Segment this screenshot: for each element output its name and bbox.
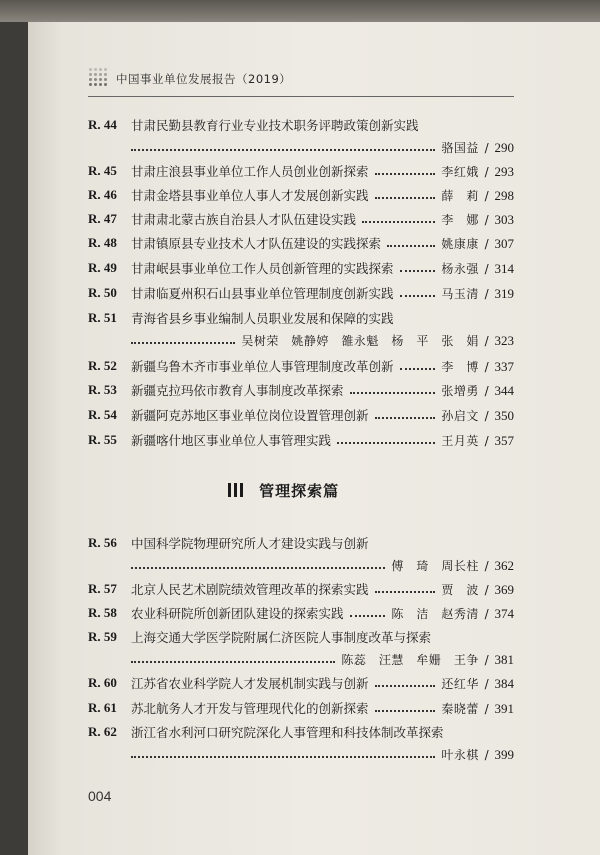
header-title: 中国事业单位发展报告（2019）: [116, 72, 292, 86]
header-rule: [88, 96, 514, 97]
entry-page: 381: [494, 652, 514, 667]
entry-title: 青海省县乡事业编制人员职业发展和保障的实践: [131, 311, 394, 326]
entry-code: R. 62: [88, 724, 117, 739]
entry-author-page: 傅 琦 周长柱 / 362: [391, 558, 514, 573]
entry-code: R. 57: [88, 581, 117, 596]
entry-title: 甘肃金塔县事业单位人事人才发展创新实践: [131, 188, 369, 203]
entry-page: 293: [494, 164, 514, 179]
entry-author: 骆国益: [441, 141, 479, 155]
entry-author: 张增勇: [441, 384, 479, 398]
entry-author-page: 李 娜 / 303: [441, 212, 514, 227]
entry-code: R. 52: [88, 358, 117, 373]
entry-page: 298: [494, 188, 514, 203]
entry-title: 苏北航务人才开发与管理现代化的创新探索: [131, 701, 369, 716]
dot-leader: [131, 143, 435, 151]
toc-entry[interactable]: [88, 723, 514, 767]
entry-code: R. 50: [88, 285, 117, 300]
entry-page: 350: [494, 408, 514, 423]
section-heading: [228, 480, 339, 501]
entry-author-page: 陈蕊 汪慧 牟姗 王争 / 381: [341, 652, 514, 667]
toc-entry[interactable]: [88, 210, 514, 232]
entry-title: 甘肃庄浪县事业单位工作人员创业创新探索: [131, 164, 369, 179]
entry-page: 314: [494, 261, 514, 276]
entry-code: R. 53: [88, 382, 117, 397]
toc-entry[interactable]: [88, 162, 514, 184]
entry-code: R. 56: [88, 535, 117, 550]
entry-code: R. 59: [88, 629, 117, 644]
toc-entry[interactable]: [88, 116, 514, 160]
header-dot-grid-icon: [88, 67, 110, 91]
entry-page: 384: [494, 676, 514, 691]
entry-author-page: 姚康康 / 307: [441, 236, 514, 251]
entry-title: 甘肃民勤县教育行业专业技术职务评聘政策创新实践: [131, 118, 419, 133]
dot-leader: [131, 561, 385, 569]
entry-title: 甘肃肃北蒙古族自治县人才队伍建设实践: [131, 212, 357, 227]
entry-code: R. 49: [88, 260, 117, 275]
toc-entry[interactable]: [88, 186, 514, 208]
entry-page: 374: [494, 606, 514, 621]
entry-title: 农业科研院所创新团队建设的探索实践: [131, 606, 344, 621]
dot-leader: [387, 239, 435, 247]
entry-author-page: 杨永强 / 314: [441, 261, 514, 276]
entry-author: 叶永棋: [441, 748, 479, 762]
entry-code: R. 44: [88, 117, 117, 132]
toc-entry[interactable]: [88, 699, 514, 721]
entry-title: 甘肃临夏州积石山县事业单位管理制度创新实践: [131, 286, 394, 301]
section-numeral-icon: [228, 483, 244, 497]
toc-entry[interactable]: [88, 381, 514, 403]
entry-author-page: 张增勇 / 344: [441, 383, 514, 398]
entry-code: R. 58: [88, 605, 117, 620]
entry-author-page: 贾 波 / 369: [441, 582, 514, 597]
entry-author: 秦晓蕾: [441, 702, 479, 716]
toc-entry[interactable]: [88, 259, 514, 281]
entry-title: 新疆阿克苏地区事业单位岗位设置管理创新: [131, 408, 369, 423]
dot-leader: [337, 436, 435, 444]
dot-leader: [375, 679, 435, 687]
dot-leader: [400, 289, 435, 297]
page-number: 004: [88, 788, 112, 804]
entry-title: 上海交通大学医学院附属仁济医院人事制度改革与探索: [131, 630, 432, 645]
entry-author-page: 马玉清 / 319: [441, 286, 514, 301]
entry-page: 323: [494, 333, 514, 348]
dot-leader: [400, 362, 435, 370]
entry-author: 薛 莉: [441, 189, 479, 203]
entry-page: 344: [494, 383, 514, 398]
dot-leader: [375, 704, 435, 712]
toc-entry[interactable]: [88, 431, 514, 453]
toc-entry[interactable]: [88, 234, 514, 256]
entry-author-page: 孙启文 / 350: [441, 408, 514, 423]
dot-leader: [375, 167, 435, 175]
entry-code: R. 61: [88, 700, 117, 715]
toc-entry[interactable]: [88, 580, 514, 602]
dot-leader: [131, 750, 435, 758]
entry-page: 307: [494, 236, 514, 251]
entry-author: 姚康康: [441, 237, 479, 251]
entry-title: 新疆克拉玛依市教育人事制度改革探索: [131, 383, 344, 398]
toc-entry[interactable]: [88, 534, 514, 578]
entry-title: 新疆喀什地区事业单位人事管理实践: [131, 433, 332, 448]
entry-author-page: 骆国益 / 290: [441, 140, 514, 155]
toc-entry[interactable]: [88, 406, 514, 428]
entry-author: 李红娥: [441, 165, 479, 179]
entry-page: 399: [494, 747, 514, 762]
entry-code: R. 55: [88, 432, 117, 447]
entry-title: 江苏省农业科学院人才发展机制实践与创新: [131, 676, 369, 691]
entry-code: R. 48: [88, 235, 117, 250]
dot-leader: [350, 386, 435, 394]
entry-code: R. 51: [88, 310, 117, 325]
entry-title: 新疆乌鲁木齐市事业单位人事管理制度改革创新: [131, 359, 394, 374]
entry-author: 孙启文: [441, 409, 479, 423]
entry-author: 还红华: [441, 677, 479, 691]
toc-entry[interactable]: [88, 309, 514, 353]
page-top-shadow: [0, 0, 600, 22]
toc-entry[interactable]: [88, 628, 514, 672]
entry-page: 319: [494, 286, 514, 301]
entry-author: 吴树荣 姚静婷 雒永魁 杨 平 张 娟: [241, 334, 479, 348]
entry-author: 王月英: [441, 434, 479, 448]
toc-entry[interactable]: [88, 284, 514, 306]
entry-author-page: 吴树荣 姚静婷 雒永魁 杨 平 张 娟 / 323: [241, 333, 514, 348]
entry-code: R. 46: [88, 187, 117, 202]
entry-author-page: 叶永棋 / 399: [441, 747, 514, 762]
entry-title: 甘肃岷县事业单位工作人员创新管理的实践探索: [131, 261, 394, 276]
entry-code: R. 47: [88, 211, 117, 226]
entry-title: 甘肃镇原县专业技术人才队伍建设的实践探索: [131, 236, 382, 251]
toc-entry[interactable]: [88, 604, 514, 626]
entry-author-page: 王月英 / 357: [441, 433, 514, 448]
entry-author-page: 还红华 / 384: [441, 676, 514, 691]
dot-leader: [362, 215, 435, 223]
toc-entry[interactable]: [88, 674, 514, 696]
entry-author: 陈蕊 汪慧 牟姗 王争: [341, 653, 479, 667]
dot-leader: [375, 191, 435, 199]
entry-title: 浙江省水利河口研究院深化人事管理和科技体制改革探索: [131, 725, 444, 740]
entry-page: 337: [494, 359, 514, 374]
entry-code: R. 60: [88, 675, 117, 690]
entry-author: 马玉清: [441, 287, 479, 301]
entry-author: 李 博: [441, 360, 479, 374]
entry-code: R. 54: [88, 407, 117, 422]
toc-entry[interactable]: [88, 357, 514, 379]
entry-page: 391: [494, 701, 514, 716]
dot-leader: [350, 609, 385, 617]
entry-author: 贾 波: [441, 583, 479, 597]
entry-page: 303: [494, 212, 514, 227]
dot-leader: [375, 411, 435, 419]
entry-author: 傅 琦 周长柱: [391, 559, 479, 573]
dot-leader: [400, 264, 435, 272]
entry-author: 杨永强: [441, 262, 479, 276]
section-title: 管理探索篇: [259, 482, 340, 500]
dot-leader: [131, 655, 335, 663]
dot-leader: [375, 585, 435, 593]
entry-page: 369: [494, 582, 514, 597]
entry-page: 357: [494, 433, 514, 448]
entry-author: 李 娜: [441, 213, 479, 227]
entry-author-page: 陈 洁 赵秀清 / 374: [391, 606, 514, 621]
entry-code: R. 45: [88, 163, 117, 178]
entry-title: 北京人民艺术剧院绩效管理改革的探索实践: [131, 582, 369, 597]
dot-leader: [131, 336, 235, 344]
entry-page: 290: [494, 140, 514, 155]
entry-author-page: 李红娥 / 293: [441, 164, 514, 179]
entry-author-page: 薛 莉 / 298: [441, 188, 514, 203]
entry-page: 362: [494, 558, 514, 573]
entry-title: 中国科学院物理研究所人才建设实践与创新: [131, 536, 369, 551]
entry-author: 陈 洁 赵秀清: [391, 607, 479, 621]
entry-author-page: 秦晓蕾 / 391: [441, 701, 514, 716]
entry-author-page: 李 博 / 337: [441, 359, 514, 374]
